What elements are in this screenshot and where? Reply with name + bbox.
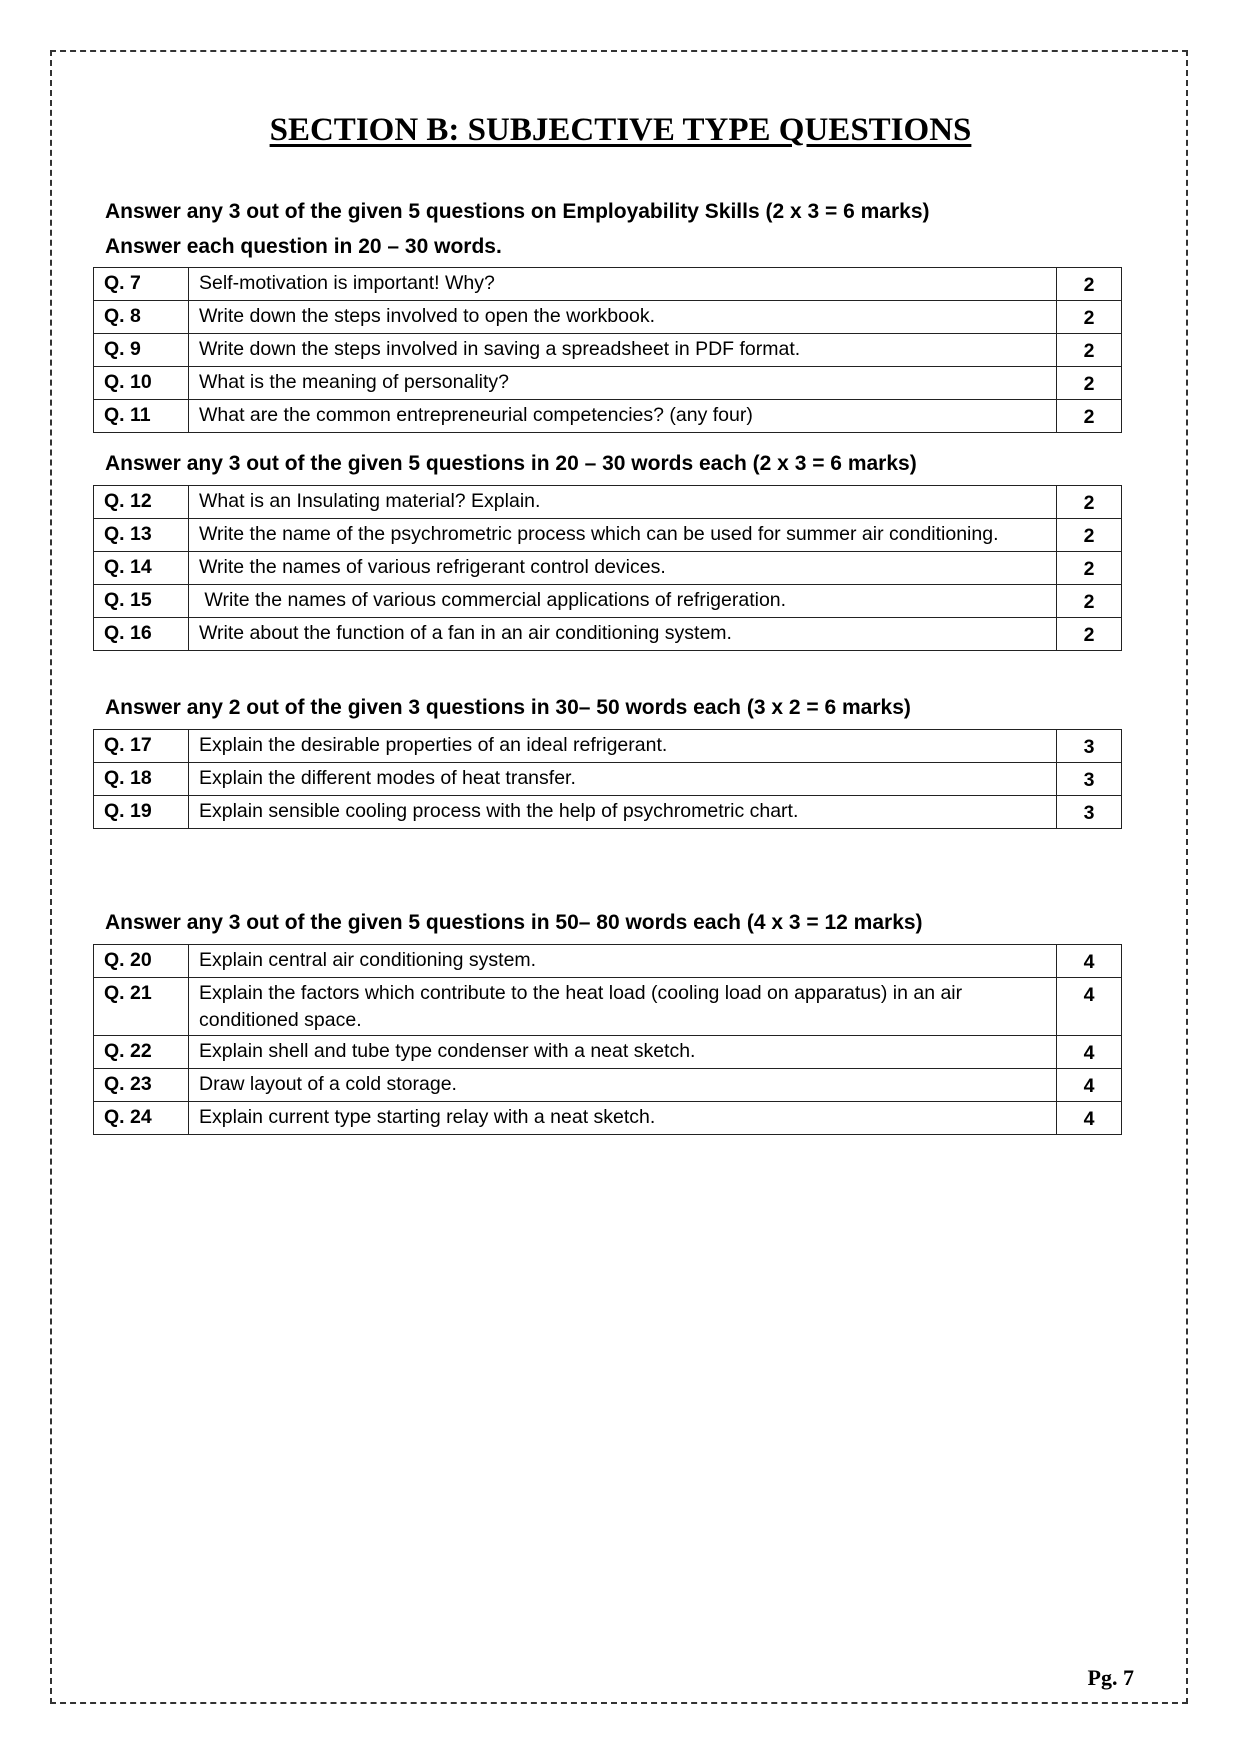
question-number: Q. 13	[94, 519, 189, 552]
question-text: What are the common entrepreneurial competencies? (any four)	[189, 400, 1057, 433]
question-marks: 4	[1057, 978, 1122, 1036]
question-number: Q. 23	[94, 1069, 189, 1102]
question-marks: 2	[1057, 585, 1122, 618]
question-number: Q. 19	[94, 796, 189, 829]
table-row	[94, 1102, 1122, 1135]
section-1-instruction-2: Answer each question in 20 – 30 words.	[105, 235, 502, 258]
question-marks: 4	[1057, 945, 1122, 978]
question-marks: 4	[1057, 1102, 1122, 1135]
question-text: Explain central air conditioning system.	[189, 945, 1057, 978]
section-1-question-table	[93, 267, 1122, 433]
question-text: What is an Insulating material? Explain.	[189, 486, 1057, 519]
question-number: Q. 20	[94, 945, 189, 978]
table-row	[94, 978, 1122, 1036]
question-number: Q. 14	[94, 552, 189, 585]
question-text: Write the names of various commercial applications of refrigeration.	[189, 585, 1057, 618]
question-marks: 2	[1057, 618, 1122, 651]
question-marks: 2	[1057, 301, 1122, 334]
table-row	[94, 400, 1122, 433]
section-2-instruction: Answer any 3 out of the given 5 questions in 20 – 30 words each (2 x 3 = 6 marks)	[105, 452, 917, 475]
section-4-instruction: Answer any 3 out of the given 5 questions in 50– 80 words each (4 x 3 = 12 marks)	[105, 911, 923, 934]
question-text: Self-motivation is important! Why?	[189, 268, 1057, 301]
section-title: SECTION B: SUBJECTIVE TYPE QUESTIONS	[269, 112, 972, 148]
question-marks: 2	[1057, 519, 1122, 552]
table-row	[94, 486, 1122, 519]
question-number: Q. 7	[94, 268, 189, 301]
table-row	[94, 730, 1122, 763]
question-number: Q. 21	[94, 978, 189, 1036]
question-number: Q. 18	[94, 763, 189, 796]
question-number: Q. 10	[94, 367, 189, 400]
question-number: Q. 15	[94, 585, 189, 618]
question-text: Write down the steps involved to open the workbook.	[189, 301, 1057, 334]
question-text: Write the name of the psychrometric process which can be used for summer air conditioning.	[189, 519, 1057, 552]
question-marks: 3	[1057, 730, 1122, 763]
table-row	[94, 552, 1122, 585]
table-row	[94, 585, 1122, 618]
question-marks: 3	[1057, 763, 1122, 796]
question-text: Explain shell and tube type condenser with a neat sketch.	[189, 1036, 1057, 1069]
question-number: Q. 8	[94, 301, 189, 334]
question-marks: 2	[1057, 552, 1122, 585]
table-row	[94, 945, 1122, 978]
page-number: Pg. 7	[1087, 1665, 1134, 1690]
table-row	[94, 763, 1122, 796]
table-row	[94, 301, 1122, 334]
question-text: Write the names of various refrigerant control devices.	[189, 552, 1057, 585]
question-number: Q. 24	[94, 1102, 189, 1135]
section-4-question-table	[93, 944, 1122, 1135]
table-row	[94, 519, 1122, 552]
question-marks: 4	[1057, 1036, 1122, 1069]
question-text: Write about the function of a fan in an air conditioning system.	[189, 618, 1057, 651]
section-1-instruction-1: Answer any 3 out of the given 5 questions on Employability Skills (2 x 3 = 6 marks)	[105, 200, 930, 223]
question-text: What is the meaning of personality?	[189, 367, 1057, 400]
table-row	[94, 796, 1122, 829]
table-row	[94, 367, 1122, 400]
question-text: Write down the steps involved in saving a spreadsheet in PDF format.	[189, 334, 1057, 367]
question-text: Explain the desirable properties of an ideal refrigerant.	[189, 730, 1057, 763]
question-number: Q. 11	[94, 400, 189, 433]
question-text: Draw layout of a cold storage.	[189, 1069, 1057, 1102]
question-text: Explain the factors which contribute to the heat load (cooling load on apparatus) in an air conditioned space.	[189, 978, 1057, 1036]
question-marks: 2	[1057, 400, 1122, 433]
question-marks: 4	[1057, 1069, 1122, 1102]
question-text: Explain current type starting relay with a neat sketch.	[189, 1102, 1057, 1135]
question-marks: 2	[1057, 268, 1122, 301]
question-marks: 2	[1057, 334, 1122, 367]
question-number: Q. 22	[94, 1036, 189, 1069]
question-number: Q. 9	[94, 334, 189, 367]
question-marks: 3	[1057, 796, 1122, 829]
question-text: Explain the different modes of heat transfer.	[189, 763, 1057, 796]
table-row	[94, 1069, 1122, 1102]
table-row	[94, 618, 1122, 651]
question-marks: 2	[1057, 486, 1122, 519]
table-row	[94, 268, 1122, 301]
question-text: Explain sensible cooling process with the help of psychrometric chart.	[189, 796, 1057, 829]
section-2-question-table	[93, 485, 1122, 651]
table-row	[94, 1036, 1122, 1069]
question-marks: 2	[1057, 367, 1122, 400]
question-number: Q. 17	[94, 730, 189, 763]
question-number: Q. 16	[94, 618, 189, 651]
section-3-instruction: Answer any 2 out of the given 3 questions in 30– 50 words each (3 x 2 = 6 marks)	[105, 696, 911, 719]
section-3-question-table	[93, 729, 1122, 829]
question-number: Q. 12	[94, 486, 189, 519]
table-row	[94, 334, 1122, 367]
